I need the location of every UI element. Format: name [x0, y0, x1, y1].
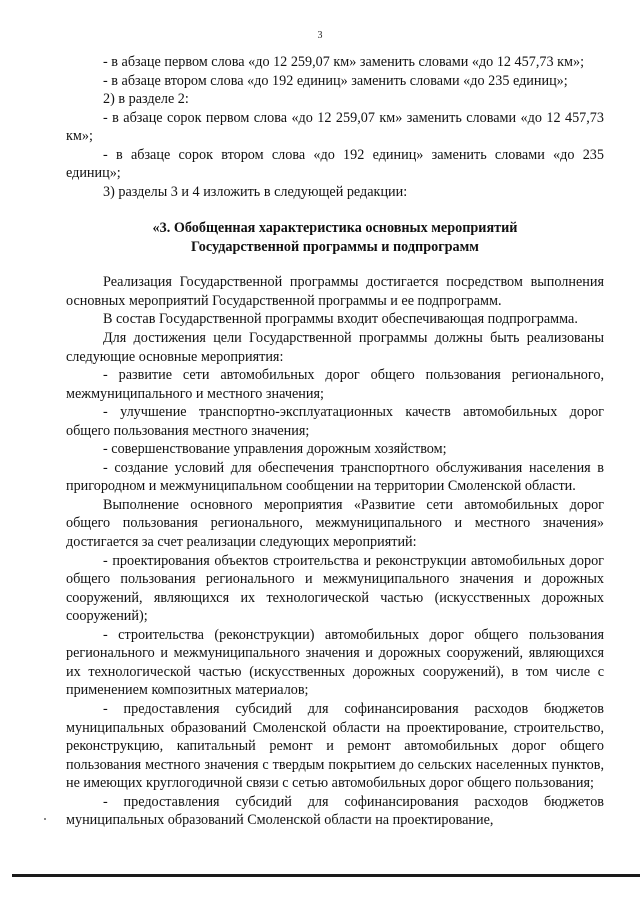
- page-number: 3: [317, 30, 323, 41]
- section-heading-line: «3. Обобщенная характеристика основных мероприятий: [152, 220, 518, 237]
- list-item: - совершенствование управления дорожным хозяйством;: [103, 441, 447, 458]
- scan-speck: [44, 818, 46, 820]
- page-bottom-border: [12, 874, 640, 877]
- paragraph: - в абзаце сорок первом слова «до 12 259,07 км» заменить словами «до 12 457,73 км»;: [66, 109, 604, 145]
- paragraph: Выполнение основного мероприятия «Развитие сети автомобильных дорог общего пользования регионального, межмуниципального и местного значения» достигается за счет реализации следующих мероприятий:: [66, 496, 604, 551]
- paragraph: 3) разделы 3 и 4 изложить в следующей редакции:: [103, 183, 408, 200]
- section-heading-line: Государственной программы и подпрограмм: [191, 239, 479, 256]
- document-body: [66, 53, 604, 830]
- list-item: - предоставления субсидий для софинансирования расходов бюджетов муниципальных образований Смоленской области на проектирование, строительство, реконструкцию, капитальный ремонт и ремонт автомобильных дорог общего пользования местного значения с твердым покрытием до сельских населенных пунктов, не имеющих круглогодичной связи с сетью автомобильных дорог общего пользования;: [66, 700, 604, 792]
- paragraph: - в абзаце сорок втором слова «до 192 единиц» заменить словами «до 235 единиц»;: [66, 146, 604, 182]
- paragraph: - в абзаце первом слова «до 12 259,07 км» заменить словами «до 12 457,73 км»;: [103, 54, 585, 70]
- list-item: - строительства (реконструкции) автомобильных дорог общего пользования регионального и межмуниципального значения и дорожных сооружений, являющихся их технологической частью (искусственных дорожных сооружений), в том числе с применением композитных материалов;: [66, 626, 604, 699]
- list-item: - предоставления субсидий для софинансирования расходов бюджетов муниципальных образований Смоленской области на проектирование,: [66, 793, 604, 829]
- paragraph: Для достижения цели Государственной программы должны быть реализованы следующие основные мероприятия:: [66, 330, 604, 365]
- list-item: - проектирования объектов строительства и реконструкции автомобильных дорог общего пользования регионального и межмуниципального значения и дорожных сооружений, являющихся их технологической частью (искусственных дорожных сооружений);: [66, 552, 604, 625]
- paragraph: В состав Государственной программы входит обеспечивающая подпрограмма.: [103, 311, 578, 328]
- paragraph: Реализация Государственной программы достигается посредством выполнения основных мероприятий Государственной программы и ее подпрограмм.: [66, 274, 604, 309]
- paragraph: - в абзаце втором слова «до 192 единиц» заменить словами «до 235 единиц»;: [103, 72, 568, 89]
- paragraph: 2) в разделе 2:: [103, 91, 189, 108]
- section-heading: [66, 219, 604, 257]
- list-item: - улучшение транспортно-эксплуатационных качеств автомобильных дорог общего пользования местного значения;: [66, 404, 604, 439]
- list-item: - создание условий для обеспечения транспортного обслуживания населения в пригородном и межмуниципальном сообщении на территории Смоленской области.: [66, 459, 604, 495]
- list-item: - развитие сети автомобильных дорог общего пользования регионального, межмуниципального и местного значения;: [66, 367, 604, 402]
